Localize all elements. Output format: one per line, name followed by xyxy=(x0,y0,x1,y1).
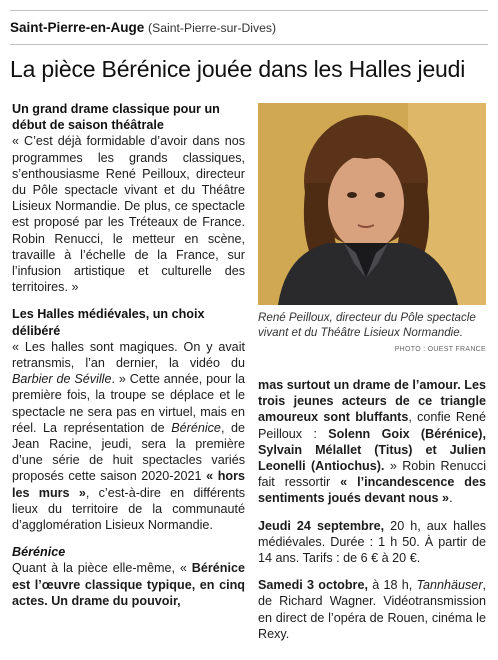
subheading-3: Bérénice xyxy=(12,545,66,560)
location-name: Saint-Pierre-en-Auge xyxy=(10,20,145,35)
top-rule xyxy=(10,10,488,11)
location-sub: (Saint-Pierre-sur-Dives) xyxy=(148,21,277,35)
paragraph-2: « Les halles sont magiques. On y avait retransmis, l’an dernier, la vidéo du Barbier de Séville. » Cette année, pour la première fois, la troupe se déplace et le spectacle ne sera pas en virtuel, mais en réel. La représentation de Bérénice, de Jean Racine, jeudi, sera la première d’une série de huit spectacles variés proposés cette saison 2020-2021 « hors les murs », c’est-à-dire en différents lieux du territoire de la communauté d’agglomération Lisieux Normandie. xyxy=(12,339,245,533)
photo-caption: René Peilloux, directeur du Pôle spectacle vivant et du Théâtre Lisieux Normandie. xyxy=(258,311,476,339)
paragraph-4: mas surtout un drame de l’amour. Les trois jeunes acteurs de ce triangle amoureux sont bluffants, confie René Peilloux : Solenn Goix (Bérénice), Sylvain Mélallet (Titus) et Julien Leonelli (Antiochus). » Robin Renucci fait ressortir « l’incandescence des sentiments joués devant nous ». xyxy=(258,378,487,506)
event-2: Samedi 3 octobre, à 18 h, Tannhäuser, de Richard Wagner. Vidéotransmission en direct de l’opéra de Rouen, cinéma le Rexy. xyxy=(258,578,487,641)
location-kicker xyxy=(10,20,276,35)
left-column xyxy=(12,101,245,609)
paragraph-1: « C’est déjà formidable d’avoir dans nos programmes les grands classiques, s’enthousiasme René Peilloux, directeur du Pôle spectacle vivant et du Théâtre Lisieux Normandie. De plus, ce spectacle est proposé par les Tréteaux de France. Robin Renucci, le metteur en scène, travaille à l’échelle de la France, sur l’infusion artistique et culturelle des territoires. » xyxy=(12,134,245,295)
event-1: Jeudi 24 septembre, 20 h, aux halles médiévales. Durée : 1 h 50. À partir de 14 ans. Tarifs : de 6 € à 20 €. xyxy=(258,518,486,566)
portrait-photo xyxy=(258,103,486,305)
right-column xyxy=(258,377,486,642)
portrait-illustration xyxy=(258,103,486,305)
kicker-rule xyxy=(10,44,488,45)
photo-credit: PHOTO : OUEST FRANCE xyxy=(394,346,486,353)
subheading-1: Un grand drame classique pour un début de saison théâtrale xyxy=(12,102,220,133)
article-title: La pièce Bérénice jouée dans les Halles jeudi xyxy=(10,56,466,82)
subheading-2: Les Halles médiévales, un choix délibéré xyxy=(12,307,205,338)
paragraph-3: Quant à la pièce elle-même, « Bérénice est l’œuvre classique typique, en cinq actes. Un drame du pouvoir, xyxy=(12,561,245,608)
